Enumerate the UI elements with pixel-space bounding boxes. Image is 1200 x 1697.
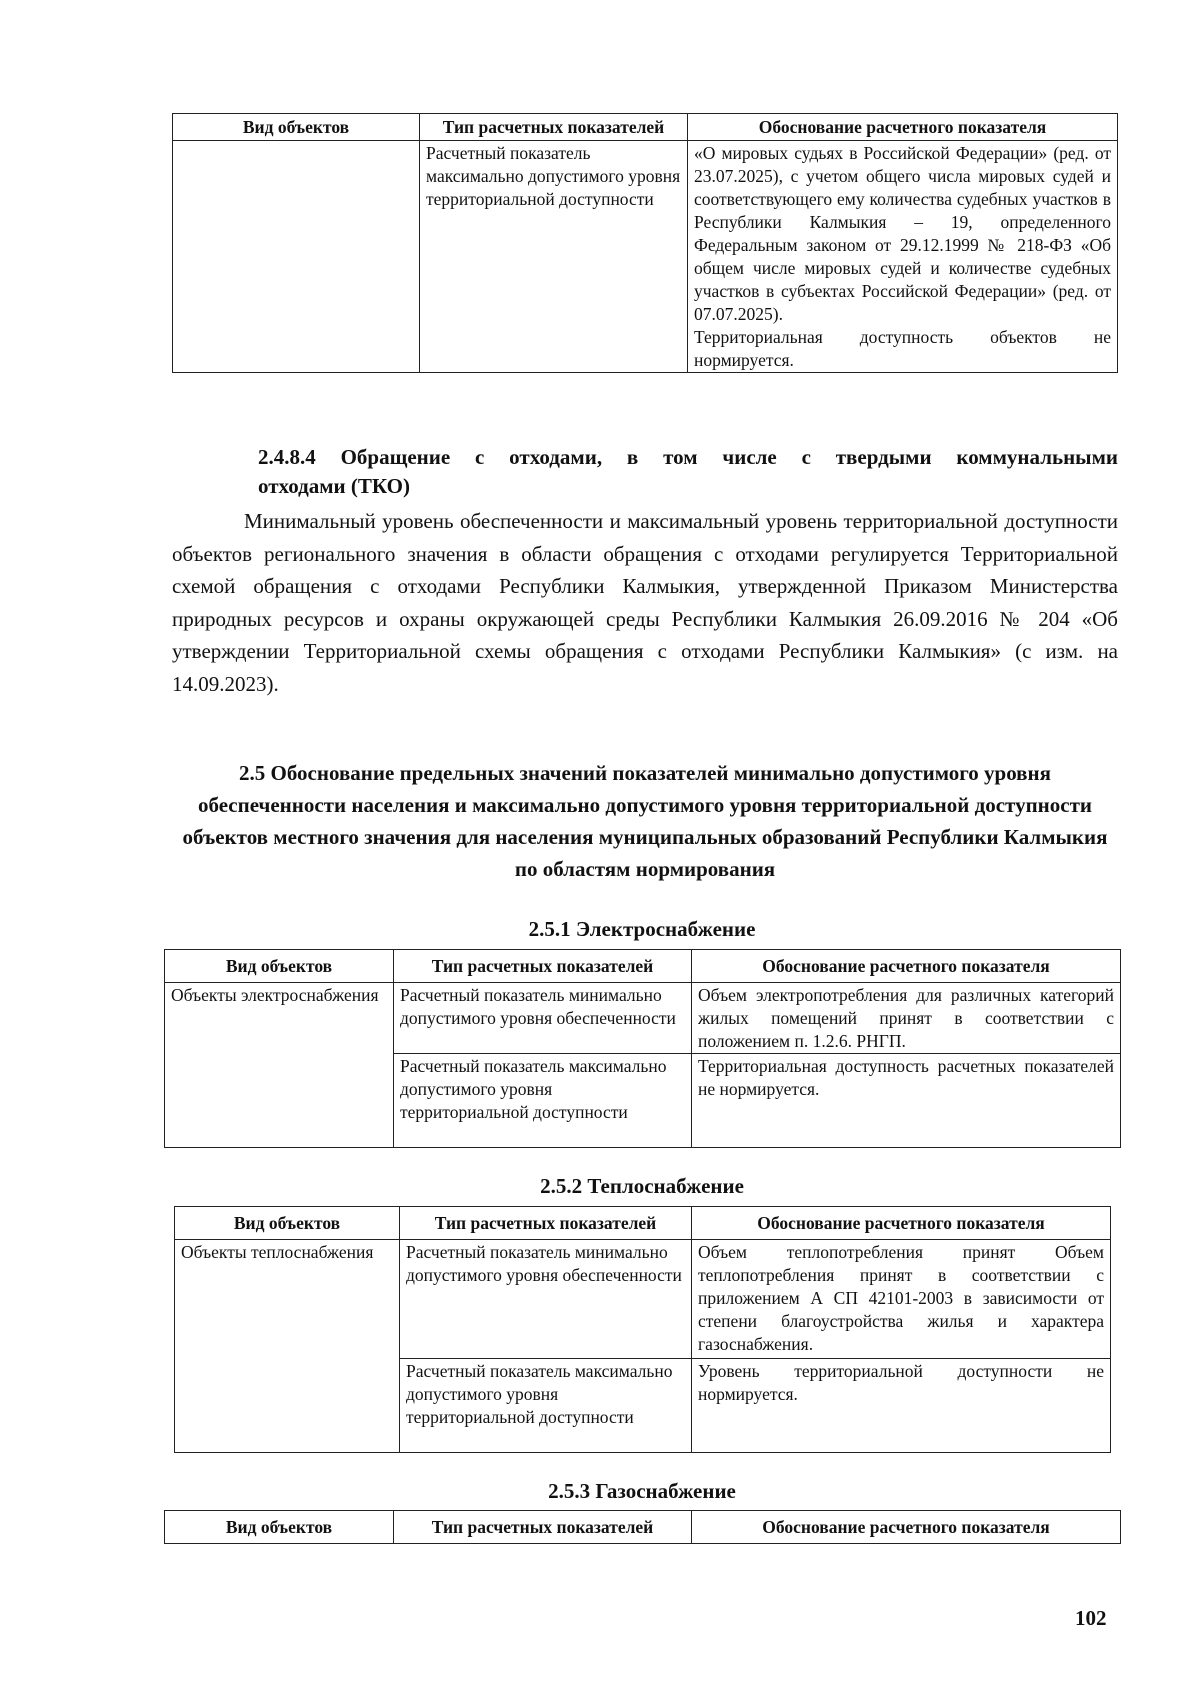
column-header: Обоснование расчетного показателя	[692, 1511, 1121, 1544]
section-heading-line: отходами (ТКО)	[258, 474, 410, 498]
page-number: 102	[1075, 1606, 1107, 1630]
column-header: Тип расчетных показателей	[420, 114, 688, 141]
basis-text: «О мировых судьях в Российской Федерации» (ред. от 23.07.2025), с учетом общего числа мировых судей и соответствующего ему количества судебных участков в Республики Калмыкия – 19, определенного Федеральным законом от 29.12.1999 № 218-ФЗ «Об общем числе мировых судей и количестве судебных участков в субъектах Российской Федерации» (ред. от 07.07.2025).	[694, 143, 1111, 324]
heat-table	[174, 1206, 1111, 1453]
subsection-title-heat: 2.5.2 Теплоснабжение	[540, 1174, 744, 1198]
table-header-row	[165, 950, 1121, 983]
basis-text: Территориальная доступность объектов не нормируется.	[694, 327, 1111, 370]
table-header-row	[165, 1511, 1121, 1544]
continued-table	[172, 113, 1118, 373]
table-header-row	[175, 1207, 1111, 1240]
table-header-row	[173, 114, 1118, 141]
basis-cell: Территориальная доступность расчетных показателей не нормируется.	[692, 1054, 1121, 1148]
table-row	[175, 1240, 1111, 1359]
column-header: Обоснование расчетного показателя	[692, 1207, 1111, 1240]
basis-cell: Объем теплопотребления принят Объем теплопотребления принят в соответствии с приложением А СП 42101-2003 в зависимости от степени благоустройства жилья и характера газоснабжения.	[692, 1240, 1111, 1359]
section-heading-25: 2.5 Обоснование предельных значений показателей минимально допустимого уровня обеспеченности населения и максимально допустимого уровня территориальной доступности объектов местного значения для населения муниципальных образований Республики Калмыкия по областям нормирования	[182, 761, 1108, 881]
indicator-type-cell: Расчетный показатель максимально допустимого уровня территориальной доступности	[400, 1359, 692, 1453]
gas-table	[164, 1510, 1121, 1544]
object-cell: Объекты теплоснабжения	[175, 1240, 400, 1453]
table-row	[165, 983, 1121, 1054]
column-header: Вид объектов	[175, 1207, 400, 1240]
basis-cell	[688, 141, 1118, 373]
subsection-title-electro: 2.5.1 Электроснабжение	[528, 917, 756, 941]
indicator-type-cell: Расчетный показатель максимально допустимого уровня территориальной доступности	[394, 1054, 692, 1148]
column-header: Вид объектов	[173, 114, 420, 141]
indicator-type-cell: Расчетный показатель минимально допустимого уровня обеспеченности	[400, 1240, 692, 1359]
object-cell	[173, 141, 420, 373]
electro-table	[164, 949, 1121, 1148]
section-heading-2484	[258, 443, 1118, 501]
column-header: Обоснование расчетного показателя	[692, 950, 1121, 983]
section-heading-line: 2.4.8.4 Обращение с отходами, в том числе с твердыми коммунальными	[258, 445, 1118, 469]
indicator-type-cell: Расчетный показатель минимально допустимого уровня обеспеченности	[394, 983, 692, 1054]
table-row	[173, 141, 1118, 373]
basis-cell: Объем электропотребления для различных категорий жилых помещений принят в соответствии с положением п. 1.2.6. РНГП.	[692, 983, 1121, 1054]
indicator-type-cell: Расчетный показатель максимально допустимого уровня территориальной доступности	[420, 141, 688, 373]
body-paragraph: Минимальный уровень обеспеченности и максимальный уровень территориальной доступности объектов регионального значения в области обращения с отходами регулируется Территориальной схемой обращения с отходами Республики Калмыкия, утвержденной Приказом Министерства природных ресурсов и охраны окружающей среды Республики Калмыкия 26.09.2016 № 204 «Об утверждении Территориальной схемы обращения с отходами Республики Калмыкия» (с изм. на 14.09.2023).	[172, 509, 1118, 696]
subsection-title-gas: 2.5.3 Газоснабжение	[548, 1479, 736, 1503]
column-header: Тип расчетных показателей	[394, 950, 692, 983]
column-header: Обоснование расчетного показателя	[688, 114, 1118, 141]
basis-cell: Уровень территориальной доступности не нормируется.	[692, 1359, 1111, 1453]
column-header: Вид объектов	[165, 950, 394, 983]
column-header: Вид объектов	[165, 1511, 394, 1544]
object-cell: Объекты электроснабжения	[165, 983, 394, 1148]
column-header: Тип расчетных показателей	[394, 1511, 692, 1544]
column-header: Тип расчетных показателей	[400, 1207, 692, 1240]
